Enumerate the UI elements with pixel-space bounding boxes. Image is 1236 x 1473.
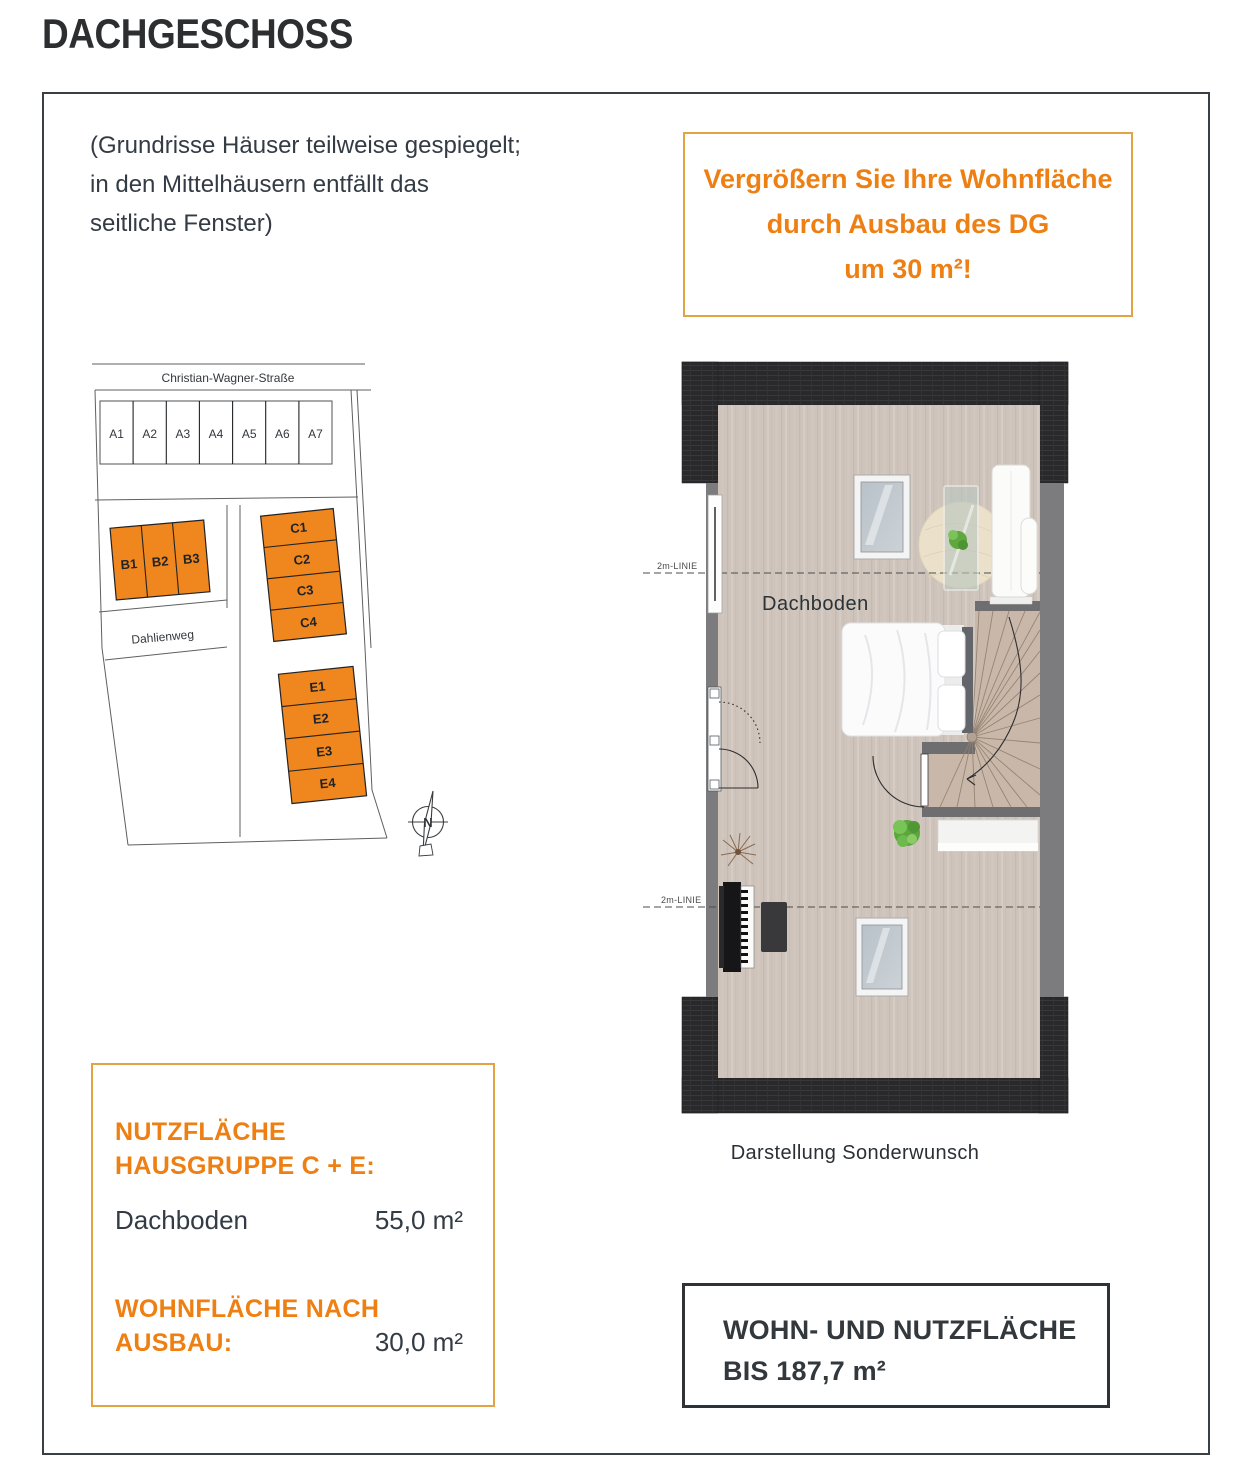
mirror-note bbox=[90, 126, 521, 243]
right-wall bbox=[1040, 483, 1064, 997]
skylight-top bbox=[854, 475, 910, 559]
plan-caption: Darstellung Sonderwunsch bbox=[730, 1142, 980, 1164]
info-heading2 bbox=[115, 1292, 463, 1360]
house-e4: E4 bbox=[318, 774, 337, 792]
promo-line2: durch Ausbau des DG bbox=[766, 209, 1050, 239]
house-b3: B3 bbox=[182, 550, 201, 567]
area-row bbox=[115, 1205, 463, 1236]
2m-line-bottom-label: 2m-LINIE bbox=[661, 895, 702, 905]
house-group-e bbox=[278, 666, 366, 803]
house-c4: C4 bbox=[299, 613, 318, 631]
info-heading2-line1: WOHNFLÄCHE NACH bbox=[115, 1295, 380, 1323]
area-row-label: Dachboden bbox=[115, 1205, 248, 1235]
house-group-b bbox=[110, 520, 210, 600]
house-row-a bbox=[100, 401, 332, 464]
total-line1: WOHN- UND NUTZFLÄCHE bbox=[723, 1315, 1077, 1345]
house-a6: A6 bbox=[274, 427, 290, 441]
mirror-note-line2: in den Mittelhäusern entfällt das bbox=[90, 171, 429, 198]
attic-floor-plan bbox=[635, 355, 1075, 1120]
promo-box bbox=[683, 132, 1133, 317]
house-e1: E1 bbox=[308, 678, 327, 696]
page-title: DACHGESCHOSS bbox=[42, 10, 353, 57]
mirror-note-line3: seitliche Fenster) bbox=[90, 210, 273, 237]
info-heading1-line1: NUTZFLÄCHE bbox=[115, 1118, 287, 1146]
area-info-box bbox=[91, 1063, 495, 1407]
wardrobe bbox=[990, 465, 1037, 604]
house-c1: C1 bbox=[289, 519, 308, 537]
skylight-bottom bbox=[856, 918, 908, 996]
house-e2: E2 bbox=[312, 710, 330, 727]
house-a7: A7 bbox=[308, 427, 323, 441]
info-heading1-line2: HAUSGRUPPE C + E: bbox=[115, 1152, 376, 1180]
street-label-dahlienweg: Dahlienweg bbox=[130, 627, 195, 647]
house-c3: C3 bbox=[296, 582, 315, 599]
north-arrow-icon bbox=[408, 791, 448, 856]
total-area-box bbox=[682, 1283, 1110, 1408]
glass-desk bbox=[944, 486, 978, 590]
promo-line3: um 30 m²! bbox=[844, 254, 972, 284]
site-plan bbox=[75, 350, 475, 870]
side-window bbox=[708, 495, 722, 613]
total-line2: BIS 187,7 m² bbox=[723, 1356, 886, 1386]
2m-line-top-label: 2m-LINIE bbox=[657, 561, 698, 571]
house-a2: A2 bbox=[142, 427, 158, 441]
house-a1: A1 bbox=[109, 427, 124, 441]
info-heading2-line2: AUSBAU: bbox=[115, 1329, 233, 1357]
house-c2: C2 bbox=[292, 551, 311, 568]
sideboard bbox=[938, 820, 1038, 851]
info-heading2-value: 30,0 m² bbox=[374, 1327, 463, 1357]
house-a3: A3 bbox=[175, 427, 191, 441]
area-row-value: 55,0 m² bbox=[374, 1205, 463, 1235]
north-letter: N bbox=[423, 815, 433, 830]
street-label-top: Christian-Wagner-Straße bbox=[161, 371, 295, 385]
bed bbox=[842, 623, 973, 736]
house-a4: A4 bbox=[208, 427, 224, 441]
house-e3: E3 bbox=[315, 743, 333, 760]
house-a5: A5 bbox=[241, 427, 257, 441]
mirror-note-line1: (Grundrisse Häuser teilweise gespiegelt; bbox=[90, 132, 521, 159]
promo-line1: Vergrößern Sie Ihre Wohnfläche bbox=[703, 164, 1113, 194]
house-b2: B2 bbox=[151, 553, 170, 570]
room-label: Dachboden bbox=[762, 593, 869, 615]
house-group-c bbox=[261, 509, 347, 642]
piano-stool bbox=[761, 902, 787, 952]
house-b1: B1 bbox=[120, 556, 138, 573]
